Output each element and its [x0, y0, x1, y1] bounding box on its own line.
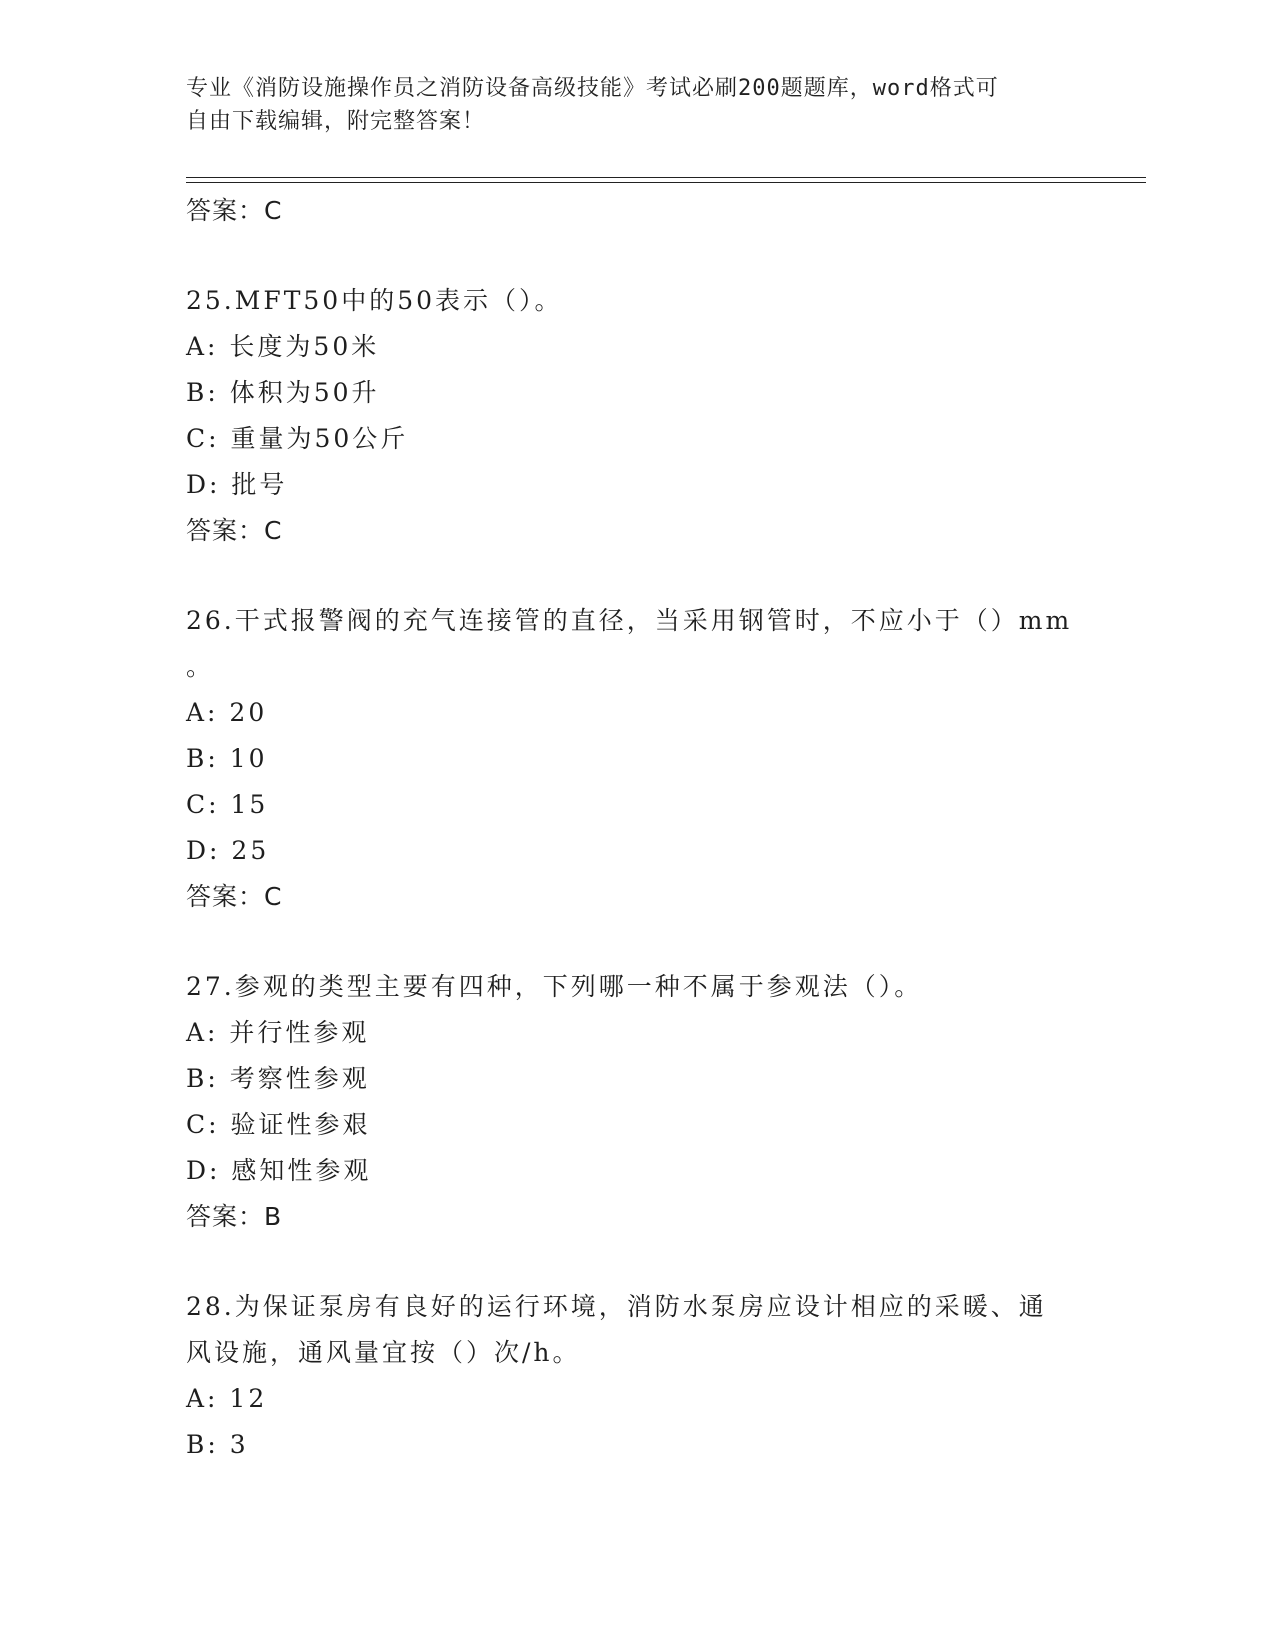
answer-line: 答案：B	[186, 1202, 283, 1231]
question-gap	[186, 920, 1086, 964]
option-a: A: 12	[186, 1384, 268, 1413]
question-stem: 25.MFT50中的50表示（）。	[186, 286, 563, 315]
option-b: B: 考察性参观	[186, 1064, 370, 1093]
answer-line: 答案：C	[186, 516, 283, 545]
option-b: B: 体积为50升	[186, 378, 380, 407]
header-divider-bottom	[186, 182, 1146, 183]
page-header	[186, 72, 1066, 138]
option-b: B: 3	[186, 1430, 249, 1459]
question-stem: 28.为保证泵房有良好的运行环境，消防水泵房应设计相应的采暖、通	[186, 1292, 1047, 1321]
option-c: C: 15	[186, 790, 269, 819]
question-stem: 27.参观的类型主要有四种，下列哪一种不属于参观法（）。	[186, 972, 923, 1001]
header-divider-top	[186, 177, 1146, 178]
option-a: A: 20	[186, 698, 268, 727]
option-c: C: 重量为50公斤	[186, 424, 409, 453]
question-gap	[186, 554, 1086, 598]
answer-line: 答案：C	[186, 882, 283, 911]
question-block	[186, 1284, 1086, 1468]
option-d: D: 批号	[186, 470, 288, 499]
question-block	[186, 964, 1086, 1240]
question-stem-continued: 。	[186, 652, 215, 681]
option-c: C: 验证性参艰	[186, 1110, 371, 1139]
question-block	[186, 598, 1086, 920]
header-line-1: 专业《消防设施操作员之消防设备高级技能》考试必刷200题题库，word格式可	[186, 76, 999, 101]
header-line-2: 自由下载编辑，附完整答案！	[186, 109, 486, 134]
question-stem-continued: 风设施，通风量宜按（）次/h。	[186, 1338, 581, 1367]
answer-line: 答案：C	[186, 196, 283, 225]
option-d: D: 感知性参观	[186, 1156, 372, 1185]
question-gap	[186, 1240, 1086, 1284]
option-d: D: 25	[186, 836, 270, 865]
question-gap	[186, 234, 1086, 278]
option-a: A: 长度为50米	[186, 332, 380, 361]
question-block	[186, 278, 1086, 554]
option-a: A: 并行性参观	[186, 1018, 370, 1047]
option-b: B: 10	[186, 744, 268, 773]
question-stem: 26.干式报警阀的充气连接管的直径，当采用钢管时，不应小于（）mm	[186, 606, 1073, 635]
question-list	[186, 188, 1086, 1468]
